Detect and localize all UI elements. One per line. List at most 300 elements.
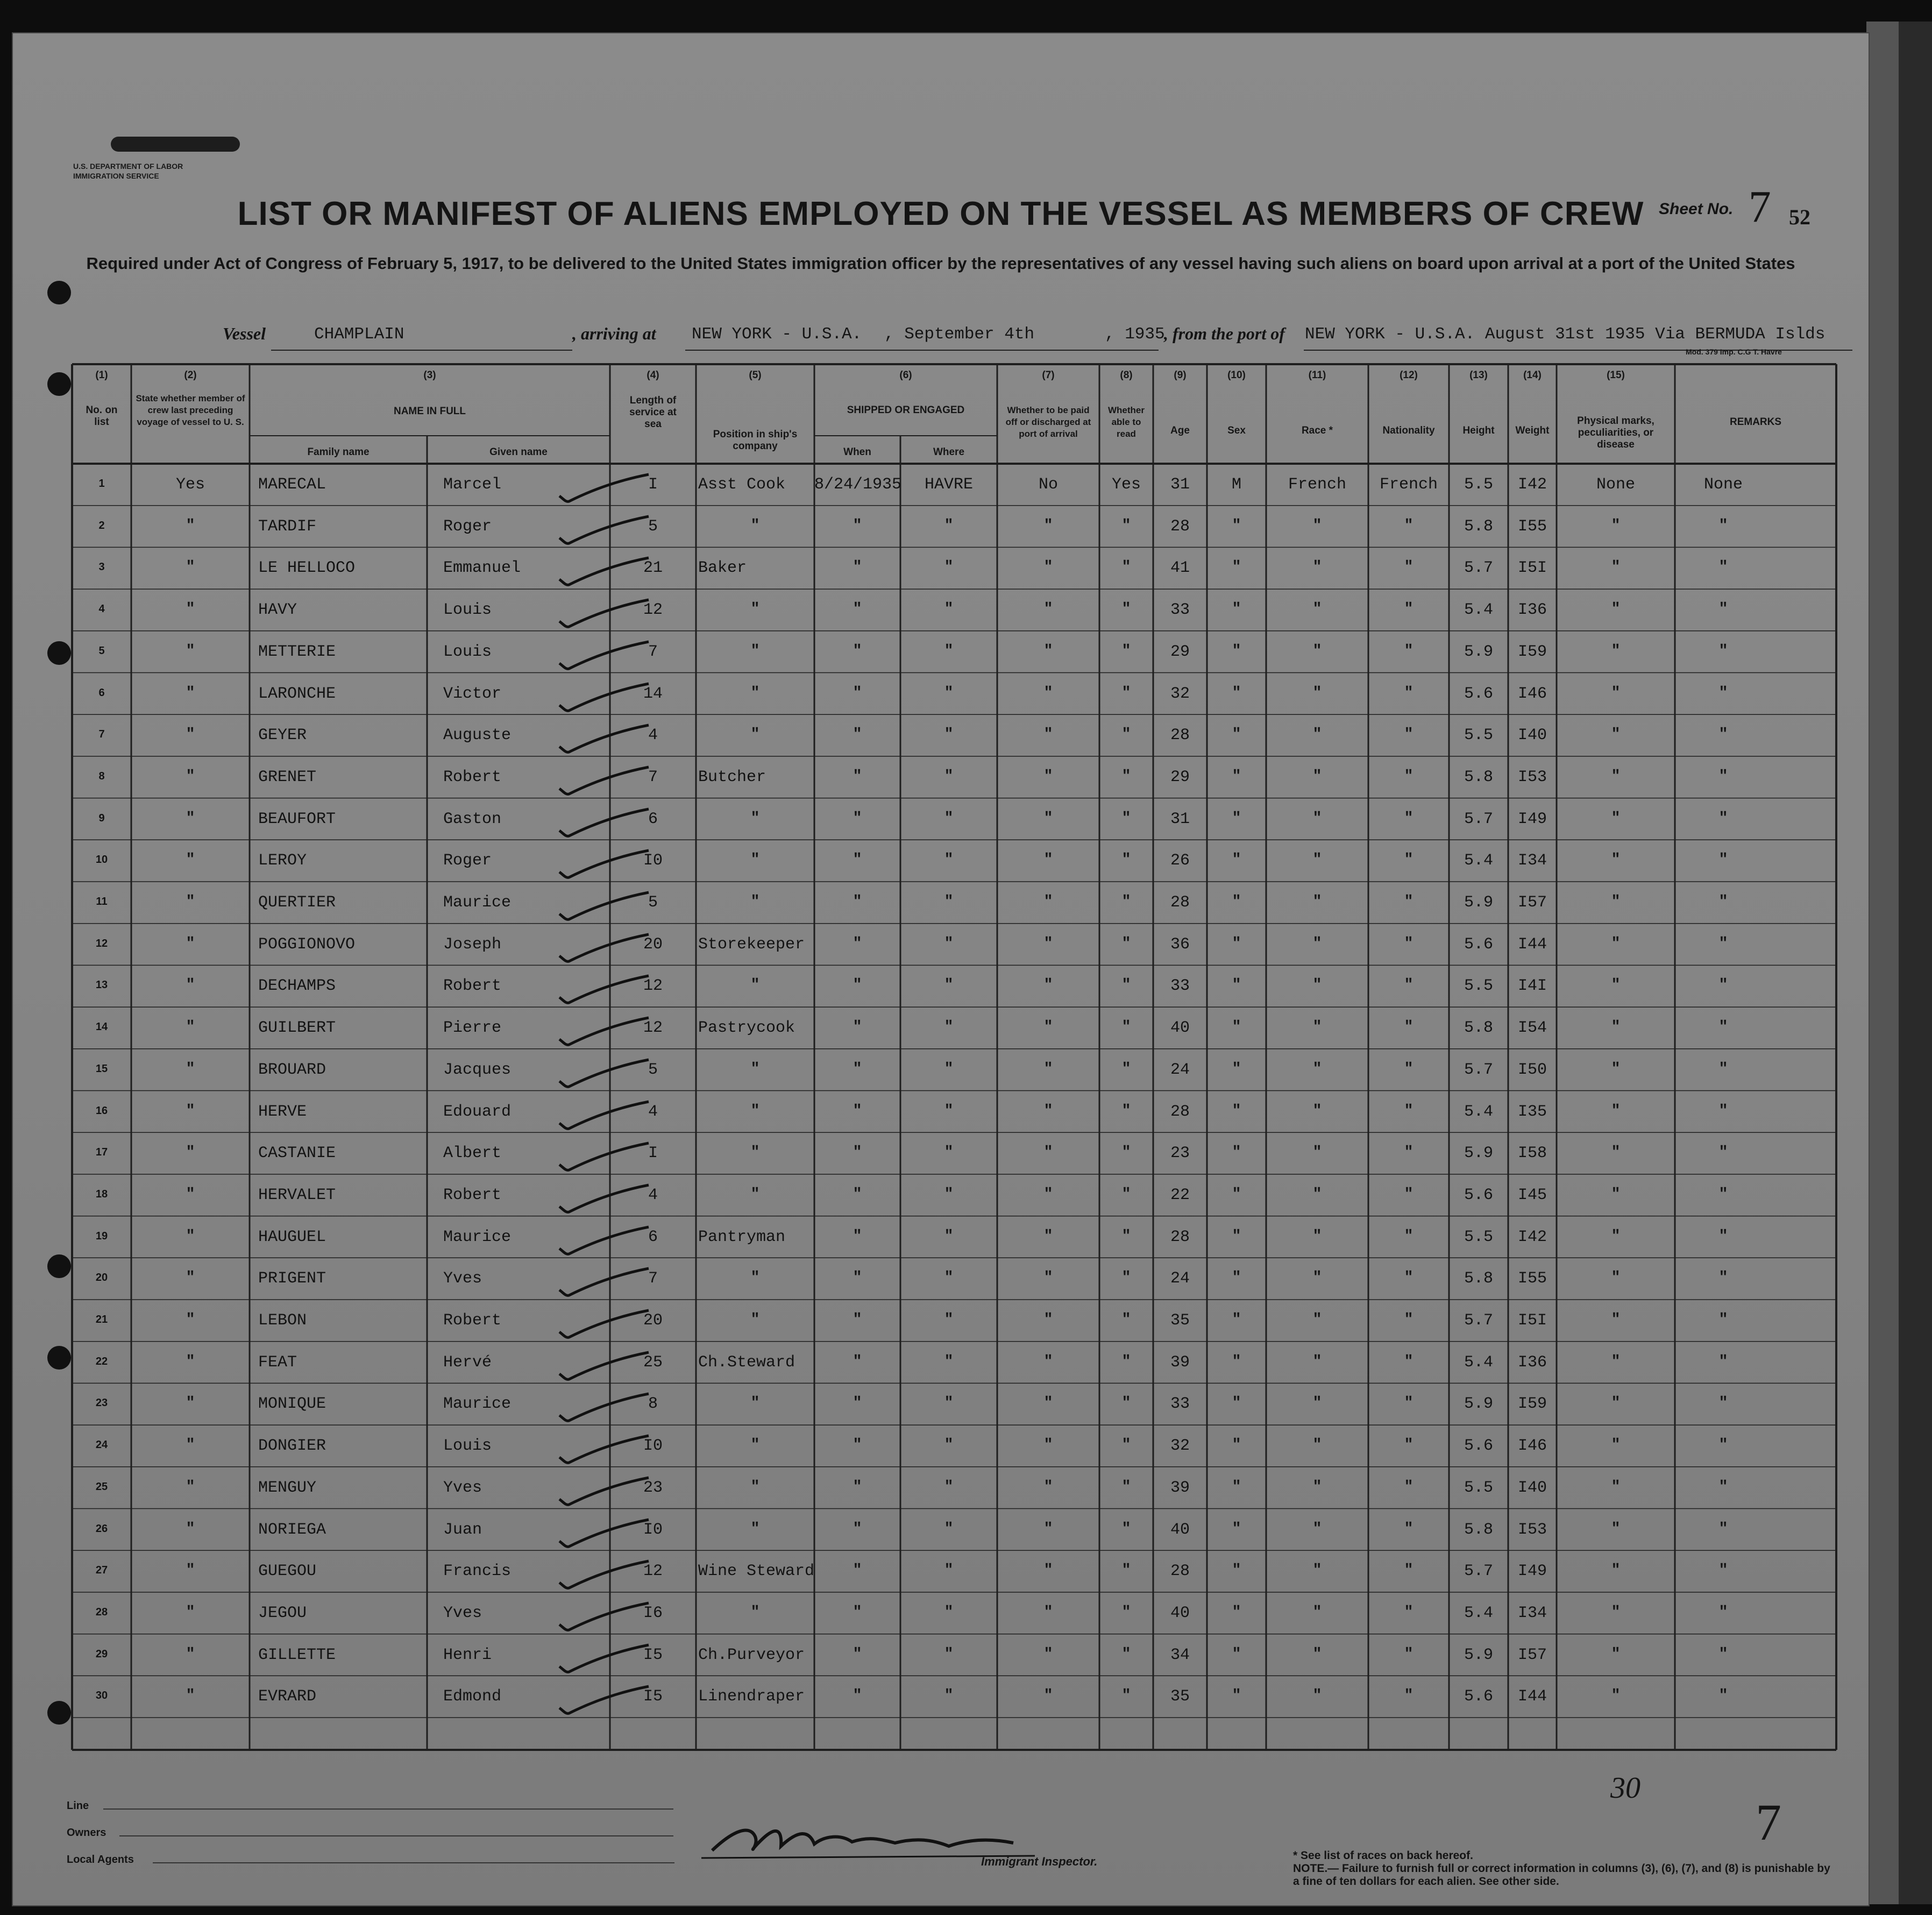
nationality: " [1404, 726, 1414, 743]
col-num-7: (7) [1042, 370, 1055, 381]
check-mark [556, 806, 653, 843]
from-port-label: , from the port of [1164, 324, 1285, 343]
paid-off: " [1043, 935, 1053, 952]
service-length: 4 [648, 1102, 658, 1121]
row-number: 7 [98, 728, 105, 741]
remarks: " [1718, 1102, 1728, 1119]
weight: I44 [1517, 935, 1547, 954]
shipped-where: " [944, 559, 954, 576]
col-label-13: Height [1462, 425, 1495, 436]
shipped-when: " [853, 1102, 862, 1119]
family-name: MARECAL [258, 476, 326, 494]
check-mark [556, 931, 653, 969]
ship-position: Asst Cook [698, 476, 786, 494]
check-mark [556, 1432, 653, 1470]
vessel-name: CHAMPLAIN [314, 325, 404, 344]
nationality: " [1404, 1144, 1414, 1161]
age: 29 [1170, 768, 1190, 786]
row-number: 19 [95, 1230, 108, 1242]
nationality: " [1404, 1562, 1414, 1579]
family-name: LE HELLOCO [258, 559, 356, 578]
age: 28 [1170, 893, 1190, 912]
remarks: " [1718, 977, 1728, 994]
row-number: 26 [95, 1522, 108, 1535]
family-name: GUEGOU [258, 1562, 317, 1581]
last-voyage: " [186, 1646, 195, 1663]
age: 28 [1170, 1102, 1190, 1121]
shipped-where: " [944, 852, 954, 869]
ship-position: " [750, 1604, 760, 1621]
check-mark [556, 722, 653, 760]
family-name: GEYER [258, 726, 307, 745]
last-voyage: " [186, 1269, 195, 1287]
check-mark [556, 889, 653, 927]
paid-off: " [1043, 1102, 1053, 1119]
family-name: LEBON [258, 1311, 307, 1330]
family-name: HERVALET [258, 1186, 336, 1204]
race: " [1312, 935, 1322, 952]
physical-marks: " [1611, 810, 1621, 827]
col-label-2: State whether member of crew last preceding voyage of vessel to U. S. [136, 393, 245, 427]
shipped-when: " [853, 1687, 862, 1705]
ship-position: " [750, 517, 760, 534]
family-name: NORIEGA [258, 1520, 326, 1539]
remarks: " [1718, 1562, 1728, 1579]
last-voyage: " [186, 810, 195, 827]
last-voyage: " [186, 1687, 195, 1705]
last-voyage: " [186, 1019, 195, 1036]
weight: I53 [1517, 1520, 1547, 1539]
family-name: GRENET [258, 768, 317, 786]
age: 26 [1170, 852, 1190, 870]
race: " [1312, 810, 1322, 827]
remarks: " [1718, 1687, 1728, 1705]
col-num-11: (11) [1308, 370, 1326, 381]
given-name: Auguste [443, 726, 512, 745]
sheet-number-label: Sheet No. [1659, 200, 1734, 218]
shipped-where: " [944, 517, 954, 534]
height: 5.4 [1464, 601, 1493, 620]
ship-position: " [750, 601, 760, 618]
departure-port: NEW YORK - U.S.A. August 31st 1935 Via BERMUDA Islds [1305, 325, 1826, 344]
nationality: French [1379, 476, 1438, 494]
nationality: " [1404, 852, 1414, 869]
row-number: 11 [96, 896, 108, 907]
service-length: 6 [648, 810, 658, 828]
row-number: 20 [95, 1272, 108, 1284]
service-length: I6 [643, 1604, 663, 1622]
remarks: " [1718, 726, 1728, 743]
sex: " [1232, 1604, 1241, 1621]
remarks: " [1718, 1228, 1728, 1245]
sex: " [1232, 935, 1241, 952]
nationality: " [1404, 1019, 1414, 1036]
family-name: POGGIONOVO [258, 935, 356, 954]
paid-off: " [1043, 977, 1053, 994]
able-to-read: Yes [1111, 476, 1141, 494]
height: 5.5 [1464, 476, 1493, 494]
remarks: " [1718, 642, 1728, 659]
height: 5.9 [1464, 1646, 1493, 1664]
able-to-read: " [1121, 977, 1131, 994]
line-field [103, 1808, 673, 1810]
shipped-where: " [944, 1311, 954, 1328]
shipped-where: " [944, 1604, 954, 1621]
weight: I40 [1517, 1478, 1547, 1497]
races-note: * See list of races on back hereof. [1293, 1849, 1473, 1862]
family-name: HAUGUEL [258, 1228, 326, 1246]
age: 32 [1170, 684, 1190, 703]
shipped-when: " [853, 1269, 862, 1287]
physical-marks: " [1611, 642, 1621, 659]
col-label-14: Weight [1515, 425, 1550, 436]
last-voyage: " [186, 517, 195, 534]
row-number: 14 [95, 1021, 108, 1033]
ship-position: " [750, 810, 760, 827]
shipped-when: " [853, 1437, 862, 1454]
age: 33 [1170, 1395, 1190, 1414]
inspector-title: Immigrant Inspector. [981, 1855, 1098, 1868]
last-voyage: " [186, 1604, 195, 1621]
able-to-read: " [1121, 1520, 1131, 1537]
manifest-sheet [12, 32, 1870, 1906]
last-voyage: " [186, 768, 195, 785]
nationality: " [1404, 642, 1414, 659]
remarks: " [1718, 1478, 1728, 1495]
race: " [1312, 1144, 1322, 1161]
given-name: Maurice [443, 1228, 512, 1246]
family-name: JEGOU [258, 1604, 307, 1622]
able-to-read: " [1121, 1144, 1131, 1161]
last-voyage: " [186, 1395, 195, 1412]
col-label-4: Length of service at sea [629, 395, 677, 430]
sex: " [1232, 1228, 1241, 1245]
given-name: Emmanuel [443, 559, 521, 578]
col-label-5: Position in ship's company [713, 429, 798, 452]
remarks: " [1718, 1060, 1728, 1077]
sex: " [1232, 1060, 1241, 1077]
paid-off: " [1043, 1060, 1053, 1077]
given-name: Hervé [443, 1353, 492, 1372]
row-number: 28 [95, 1606, 108, 1618]
race: " [1312, 1102, 1322, 1119]
remarks: " [1718, 1395, 1728, 1412]
penalty-note: NOTE.— Failure to furnish full or correct information in columns (3), (6), (7), and (8) is punishable by a fine of ten dollars for each alien. See other side. [1293, 1862, 1830, 1888]
col-family-name: Family name [307, 446, 370, 458]
sex: " [1232, 1144, 1241, 1161]
age: 35 [1170, 1687, 1190, 1706]
shipped-where: " [944, 1395, 954, 1412]
shipped-when: " [853, 977, 862, 994]
paid-off: " [1043, 1186, 1053, 1203]
row-number: 17 [95, 1146, 108, 1159]
shipped-where: " [944, 1060, 954, 1077]
given-name: Robert [443, 977, 502, 996]
race: " [1312, 1186, 1322, 1203]
service-length: 5 [648, 517, 658, 536]
weight: I5I [1517, 559, 1547, 578]
last-voyage: " [186, 1186, 195, 1203]
able-to-read: " [1121, 852, 1131, 869]
age: 31 [1170, 476, 1190, 494]
sex: " [1232, 1646, 1241, 1663]
able-to-read: " [1121, 810, 1131, 827]
paid-off: " [1043, 1228, 1053, 1245]
remarks: " [1718, 1604, 1728, 1621]
service-length: I5 [643, 1646, 663, 1664]
able-to-read: " [1121, 1437, 1131, 1454]
ship-position: " [750, 1520, 760, 1537]
given-name: Jacques [443, 1060, 512, 1079]
col-num-10: (10) [1227, 370, 1246, 381]
line-label: Line [67, 1800, 89, 1812]
shipped-where: " [944, 1646, 954, 1663]
able-to-read: " [1121, 1604, 1131, 1621]
service-length: I0 [643, 1437, 663, 1456]
height: 5.8 [1464, 1269, 1493, 1288]
check-mark [556, 1224, 653, 1261]
able-to-read: " [1121, 684, 1131, 701]
race: " [1312, 1687, 1322, 1705]
age: 34 [1170, 1646, 1190, 1664]
height: 5.6 [1464, 935, 1493, 954]
last-voyage: " [186, 1060, 195, 1077]
height: 5.9 [1464, 642, 1493, 661]
weight: I5I [1517, 1311, 1547, 1330]
shipped-when: " [853, 1520, 862, 1537]
given-name: Juan [443, 1520, 482, 1539]
nationality: " [1404, 1186, 1414, 1203]
check-mark [556, 513, 653, 551]
shipped-when: " [853, 1019, 862, 1036]
weight: I57 [1517, 893, 1547, 912]
shipped-where: " [944, 1478, 954, 1495]
able-to-read: " [1121, 768, 1131, 785]
check-mark [556, 1349, 653, 1387]
last-voyage: " [186, 1228, 195, 1245]
last-voyage: " [186, 726, 195, 743]
shipped-when: " [853, 1562, 862, 1579]
service-length: 12 [643, 1019, 663, 1038]
height: 5.6 [1464, 684, 1493, 703]
family-name: QUERTIER [258, 893, 336, 912]
ship-position: " [750, 1060, 760, 1077]
weight: I45 [1517, 1186, 1547, 1204]
service-length: 12 [643, 601, 663, 620]
remarks: " [1718, 810, 1728, 827]
nationality: " [1404, 1228, 1414, 1245]
remarks: " [1718, 768, 1728, 785]
service-length: I [648, 1144, 658, 1163]
nationality: " [1404, 1353, 1414, 1370]
last-voyage: " [186, 1353, 195, 1370]
race: " [1312, 1478, 1322, 1495]
shipped-when: " [853, 1646, 862, 1663]
height: 5.6 [1464, 1687, 1493, 1706]
weight: I49 [1517, 1562, 1547, 1581]
race: " [1312, 1604, 1322, 1621]
remarks: " [1718, 1019, 1728, 1036]
row-number: 22 [95, 1355, 108, 1367]
shipped-where: " [944, 1520, 954, 1537]
sex: " [1232, 1311, 1241, 1328]
given-name: Pierre [443, 1019, 502, 1038]
paid-off: " [1043, 893, 1053, 910]
paid-off: " [1043, 601, 1053, 618]
shipped-when: " [853, 1353, 862, 1370]
physical-marks: " [1611, 1019, 1621, 1036]
weight: I34 [1517, 852, 1547, 870]
height: 5.4 [1464, 1353, 1493, 1372]
ship-position: " [750, 977, 760, 994]
col-when: When [843, 446, 871, 458]
sex: " [1232, 642, 1241, 659]
height: 5.9 [1464, 1144, 1493, 1163]
ship-position: Butcher [698, 768, 766, 786]
physical-marks: " [1611, 1228, 1621, 1245]
family-name: LARONCHE [258, 684, 336, 703]
weight: I42 [1517, 1228, 1547, 1246]
able-to-read: " [1121, 559, 1131, 576]
height: 5.6 [1464, 1437, 1493, 1456]
ship-position: " [750, 1144, 760, 1161]
physical-marks: " [1611, 1186, 1621, 1203]
row-number: 24 [95, 1439, 108, 1451]
able-to-read: " [1121, 1269, 1131, 1287]
check-mark [556, 1307, 653, 1345]
ship-position: " [750, 1395, 760, 1412]
able-to-read: " [1121, 1646, 1131, 1663]
shipped-where: HAVRE [924, 476, 973, 494]
weight: I4I [1517, 977, 1547, 996]
service-length: 23 [643, 1478, 663, 1497]
able-to-read: " [1121, 1562, 1131, 1579]
sex: " [1232, 684, 1241, 701]
check-mark [556, 1265, 653, 1303]
sex: " [1232, 810, 1241, 827]
col-num-1: (1) [95, 370, 108, 381]
service-length: 7 [648, 768, 658, 786]
height: 5.5 [1464, 726, 1493, 745]
age: 23 [1170, 1144, 1190, 1163]
weight: I55 [1517, 517, 1547, 536]
row-number: 23 [95, 1397, 108, 1409]
age: 28 [1170, 1228, 1190, 1246]
physical-marks: " [1611, 1395, 1621, 1412]
family-name: HAVY [258, 601, 297, 620]
family-name: FEAT [258, 1353, 297, 1372]
paid-off: " [1043, 852, 1053, 869]
physical-marks: " [1611, 1520, 1621, 1537]
nationality: " [1404, 559, 1414, 576]
sex: M [1231, 476, 1241, 494]
next-sheet-edge [1866, 22, 1899, 1904]
age: 22 [1170, 1186, 1190, 1204]
race: " [1312, 1520, 1322, 1537]
remarks: " [1718, 1646, 1728, 1663]
last-voyage: " [186, 684, 195, 701]
punch-hole [47, 1254, 71, 1278]
race: " [1312, 1228, 1322, 1245]
height: 5.8 [1464, 768, 1493, 786]
physical-marks: " [1611, 726, 1621, 743]
shipped-when: " [853, 1604, 862, 1621]
paid-off: " [1043, 642, 1053, 659]
able-to-read: " [1121, 935, 1131, 952]
age: 35 [1170, 1311, 1190, 1330]
shipped-where: " [944, 1437, 954, 1454]
sex: " [1232, 1437, 1241, 1454]
race: " [1312, 601, 1322, 618]
race: " [1312, 1019, 1322, 1036]
row-number: 13 [95, 979, 108, 991]
race: " [1312, 1562, 1322, 1579]
col-num-8: (8) [1120, 370, 1133, 381]
col-label-8: Whether able to read [1108, 405, 1145, 439]
paid-off: " [1043, 1687, 1053, 1705]
sex: " [1232, 1102, 1241, 1119]
given-name: Louis [443, 1437, 492, 1456]
physical-marks: " [1611, 1311, 1621, 1328]
shipped-when: " [853, 601, 862, 618]
race: " [1312, 684, 1322, 701]
weight: I36 [1517, 601, 1547, 620]
able-to-read: " [1121, 893, 1131, 910]
able-to-read: " [1121, 1311, 1131, 1328]
punch-hole [47, 1701, 71, 1725]
paid-off: " [1043, 559, 1053, 576]
row-number: 6 [98, 686, 105, 699]
remarks: " [1718, 1520, 1728, 1537]
paid-off: " [1043, 768, 1053, 785]
ship-position: " [750, 726, 760, 743]
height: 5.4 [1464, 1102, 1493, 1121]
shipped-when: " [853, 935, 862, 952]
owners-label: Owners [67, 1827, 106, 1839]
service-length: 14 [643, 684, 663, 703]
physical-marks: " [1611, 1478, 1621, 1495]
given-name: Victor [443, 684, 502, 703]
footer-notes [1293, 1849, 1831, 1888]
race: " [1312, 893, 1322, 910]
shipped-when: " [853, 684, 862, 701]
last-voyage: " [186, 1437, 195, 1454]
race: " [1312, 1646, 1322, 1663]
weight: I50 [1517, 1060, 1547, 1079]
row-number: 30 [95, 1690, 108, 1702]
remarks: " [1718, 517, 1728, 534]
physical-marks: " [1611, 559, 1621, 576]
sex: " [1232, 852, 1241, 869]
race: " [1312, 852, 1322, 869]
race: " [1312, 1269, 1322, 1287]
check-mark [556, 764, 653, 802]
shipped-when: " [853, 1186, 862, 1203]
nationality: " [1404, 1687, 1414, 1705]
nationality: " [1404, 1269, 1414, 1287]
height: 5.5 [1464, 1478, 1493, 1497]
col-num-6: (6) [899, 370, 912, 381]
paid-off: " [1043, 1144, 1053, 1161]
col-label-remarks: REMARKS [1729, 416, 1782, 428]
shipped-where: " [944, 977, 954, 994]
check-mark [556, 1642, 653, 1679]
nationality: " [1404, 1311, 1414, 1328]
race: " [1312, 1437, 1322, 1454]
family-name: GUILBERT [258, 1019, 336, 1038]
check-mark [556, 471, 653, 509]
remarks: " [1718, 1437, 1728, 1454]
